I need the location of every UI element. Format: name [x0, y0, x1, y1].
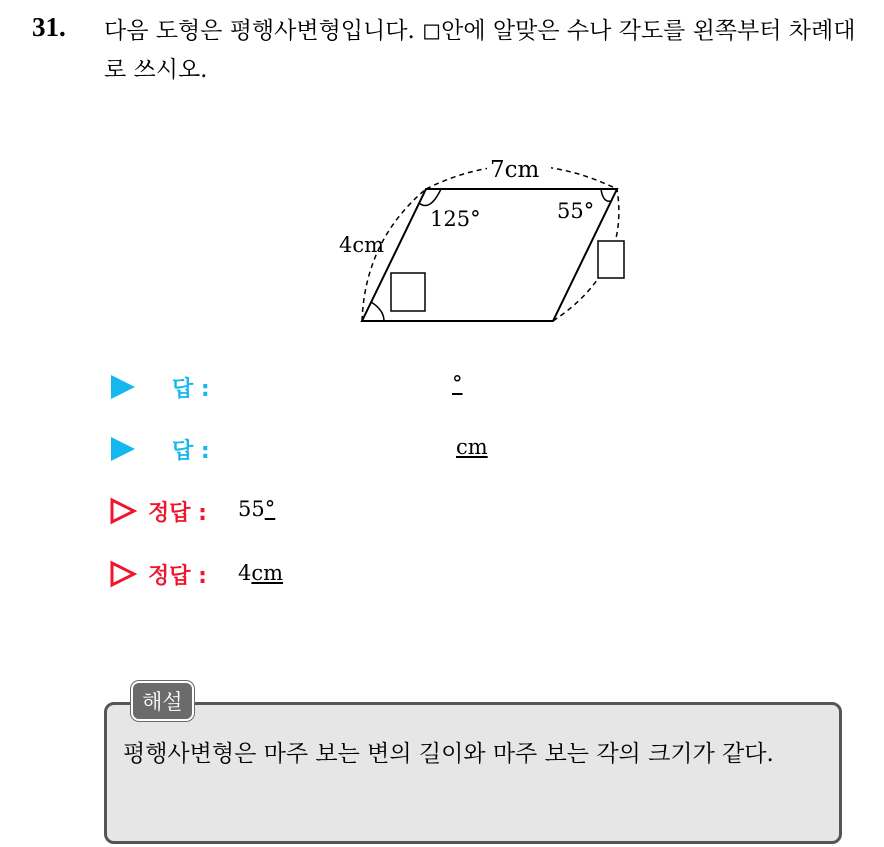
- play-triangle-icon: [108, 372, 138, 402]
- top-side-label: 7cm: [490, 157, 540, 183]
- answer-row-2: [108, 432, 210, 466]
- answer-unit-cm: cm: [456, 435, 488, 459]
- solution-value-2: [238, 561, 283, 585]
- explanation-text: 평행사변형은 마주 보는 변의 길이와 마주 보는 각의 크기가 같다.: [123, 741, 774, 767]
- blank-box-side: [598, 241, 624, 278]
- answer-row-1: [108, 370, 210, 404]
- angle-label-top-right: 55°: [557, 199, 595, 223]
- outline-triangle-icon: [108, 496, 138, 526]
- left-side-label: 4cm: [339, 233, 385, 257]
- answer-unit-degree: °: [452, 372, 463, 396]
- play-triangle-icon: [108, 434, 138, 464]
- solution-number: 55: [238, 497, 265, 521]
- solution-value-1: [238, 497, 275, 521]
- blank-box-angle: [391, 273, 425, 311]
- solution-unit: cm: [251, 561, 284, 585]
- question-text: 다음 도형은 평행사변형입니다. ◻안에 알맞은 수나 각도를 왼쪽부터 차례대로 쓰시오.: [104, 18, 856, 83]
- solution-row-1: [108, 494, 207, 528]
- outline-triangle-icon: [108, 559, 138, 589]
- answer-label: 답 :: [172, 376, 210, 402]
- solution-row-2: [108, 557, 207, 591]
- solution-unit: °: [264, 497, 276, 521]
- solution-label: 정답 :: [148, 563, 207, 589]
- angle-mark-bottom-left: [371, 302, 384, 321]
- solution-label: 정답 :: [148, 500, 207, 526]
- angle-label-top-left: 125°: [430, 207, 481, 231]
- answer-label: 답 :: [172, 438, 210, 464]
- angle-mark-top-right: [601, 189, 611, 201]
- parallelogram-figure: [0, 0, 884, 340]
- question-number: 31.: [32, 12, 66, 42]
- solution-number: 4: [238, 561, 252, 585]
- explanation-tag: 해설: [131, 681, 194, 721]
